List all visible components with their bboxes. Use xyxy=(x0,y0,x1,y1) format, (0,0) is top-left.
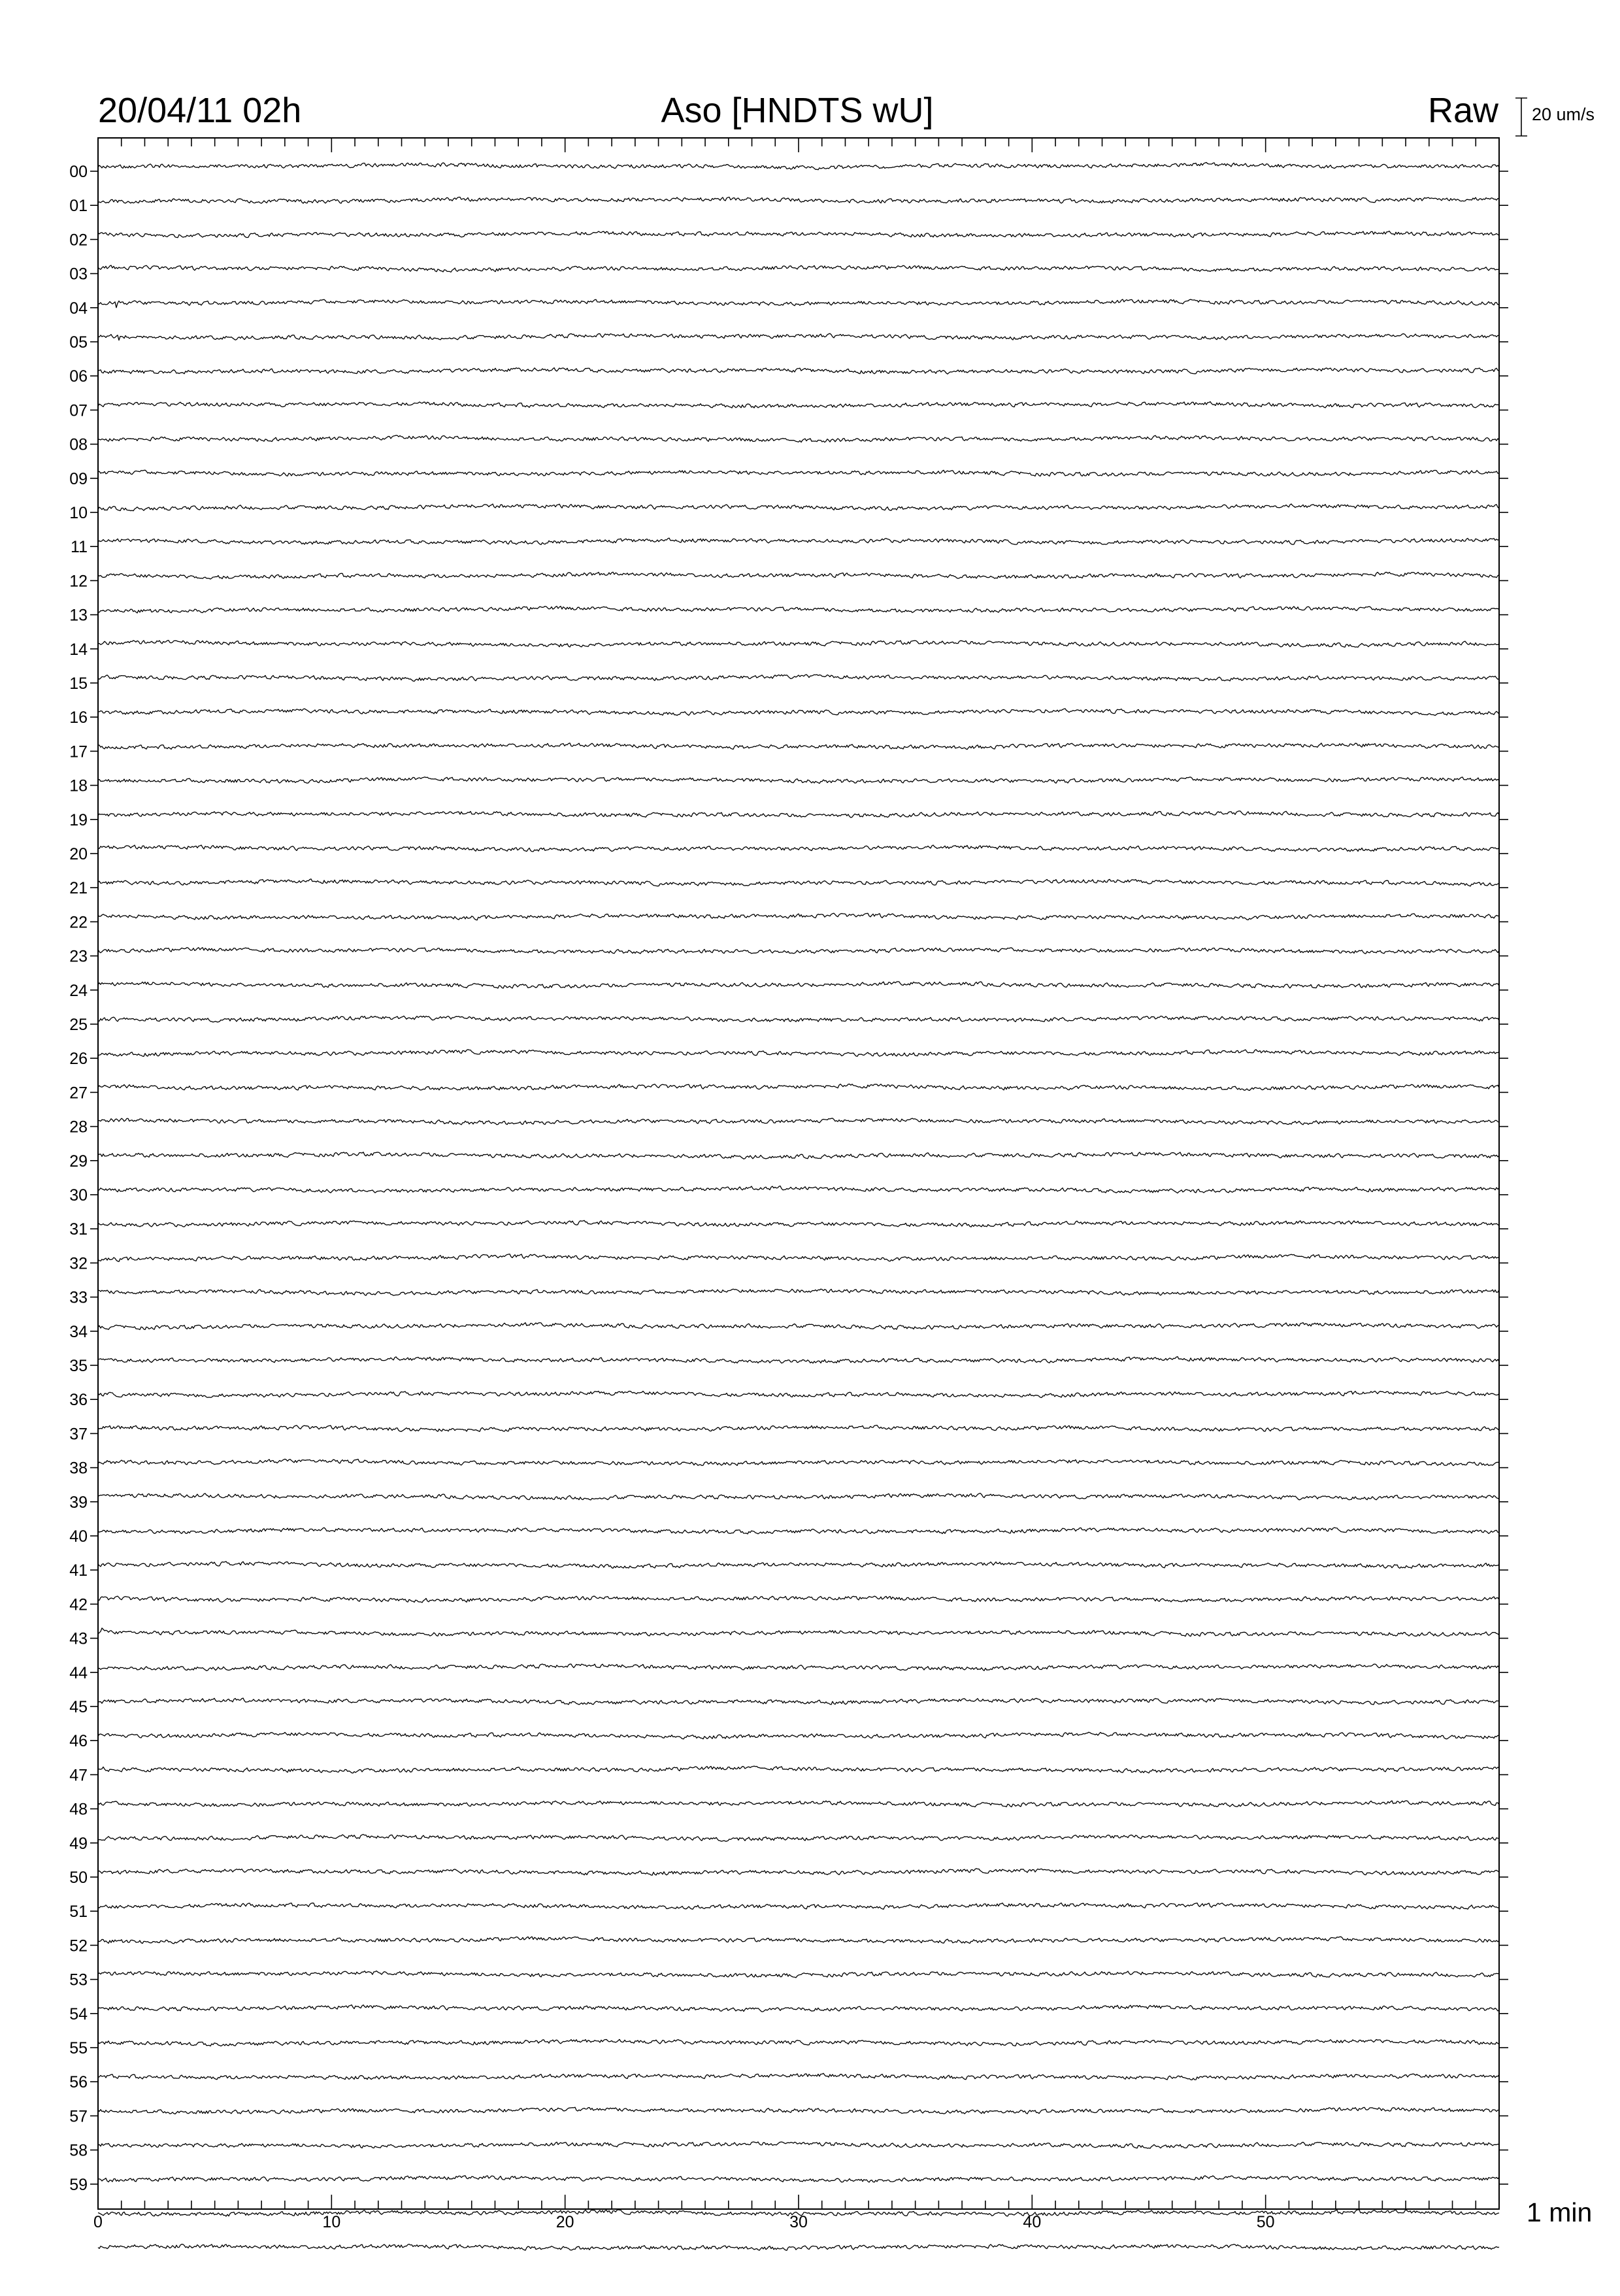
row-label: 16 xyxy=(69,708,88,727)
seismic-trace xyxy=(98,948,1499,954)
seismic-trace xyxy=(98,743,1499,750)
x-tick-label: 10 xyxy=(322,2213,341,2231)
row-label: 40 xyxy=(69,1527,88,1546)
seismic-trace xyxy=(98,607,1499,613)
seismic-trace xyxy=(98,811,1499,818)
seismic-trace xyxy=(98,1425,1499,1432)
seismic-trace xyxy=(98,333,1499,340)
seismic-trace xyxy=(98,2073,1499,2080)
seismic-trace xyxy=(98,1084,1499,1091)
row-label: 22 xyxy=(69,913,88,932)
row-label: 42 xyxy=(69,1595,88,1614)
row-label: 28 xyxy=(69,1118,88,1137)
row-label: 31 xyxy=(69,1220,88,1239)
seismic-trace xyxy=(98,1527,1499,1534)
row-label: 58 xyxy=(69,2141,88,2160)
seismic-trace xyxy=(98,1357,1499,1363)
seismic-trace xyxy=(98,674,1499,681)
seismic-trace xyxy=(98,1254,1499,1262)
row-label: 14 xyxy=(69,640,88,659)
seismic-trace xyxy=(98,1596,1499,1603)
row-label: 47 xyxy=(69,1766,88,1785)
trace-group xyxy=(98,163,1499,2251)
seismic-trace xyxy=(98,1186,1499,1193)
tick-group xyxy=(90,138,1508,2209)
seismic-trace xyxy=(98,470,1499,476)
x-tick-label: 0 xyxy=(93,2213,103,2231)
row-label: 09 xyxy=(69,469,88,488)
seismic-trace xyxy=(98,1016,1499,1022)
row-label: 39 xyxy=(69,1493,88,1512)
duration-label: 1 min xyxy=(1527,2197,1593,2227)
seismic-trace xyxy=(98,2176,1499,2182)
seismic-trace xyxy=(98,1323,1499,1330)
row-label: 19 xyxy=(69,810,88,829)
seismic-trace xyxy=(98,1937,1499,1944)
row-label: 33 xyxy=(69,1288,88,1307)
row-label: 32 xyxy=(69,1254,88,1273)
seismic-trace xyxy=(98,435,1499,442)
row-label: 51 xyxy=(69,1903,88,1922)
seismic-trace xyxy=(98,913,1499,920)
row-label: 08 xyxy=(69,435,88,454)
row-label: 59 xyxy=(69,2175,88,2194)
seismic-trace xyxy=(98,1289,1499,1295)
row-label-group xyxy=(69,163,88,2194)
row-label: 38 xyxy=(69,1459,88,1478)
seismic-trace xyxy=(98,1801,1499,1807)
row-label: 26 xyxy=(69,1050,88,1069)
row-label: 06 xyxy=(69,367,88,386)
row-label: 57 xyxy=(69,2107,88,2126)
seismic-trace xyxy=(98,1391,1499,1397)
row-label: 24 xyxy=(69,981,88,1000)
seismic-trace xyxy=(98,1903,1499,1910)
date-hour-label: 20/04/11 02h xyxy=(98,91,302,130)
row-label: 34 xyxy=(69,1322,88,1341)
seismic-trace xyxy=(98,504,1499,511)
seismic-trace xyxy=(98,2142,1499,2148)
seismic-trace xyxy=(98,845,1499,852)
seismic-trace xyxy=(98,538,1499,544)
seismic-trace xyxy=(98,1732,1499,1739)
seismic-trace xyxy=(98,1152,1499,1159)
row-label: 36 xyxy=(69,1391,88,1410)
seismic-trace xyxy=(98,1220,1499,1227)
seismic-trace xyxy=(98,1698,1499,1705)
seismic-trace xyxy=(98,572,1499,579)
seismic-trace xyxy=(98,1869,1499,1875)
row-label: 30 xyxy=(69,1186,88,1205)
seismic-trace xyxy=(98,2107,1499,2114)
seismic-trace xyxy=(98,1459,1499,1466)
row-label: 44 xyxy=(69,1663,88,1682)
station-title: Aso [HNDTS wU] xyxy=(661,91,934,130)
seismic-trace xyxy=(98,982,1499,988)
row-label: 52 xyxy=(69,1937,88,1955)
row-label: 35 xyxy=(69,1357,88,1375)
amplitude-scale-label: 20 um/s xyxy=(1532,105,1595,124)
x-tick-label-group xyxy=(93,2213,1275,2231)
seismic-trace xyxy=(98,1664,1499,1671)
row-label: 25 xyxy=(69,1016,88,1034)
row-label: 45 xyxy=(69,1698,88,1716)
seismic-trace xyxy=(98,1050,1499,1057)
seismic-trace xyxy=(98,402,1499,408)
row-label: 02 xyxy=(69,231,88,250)
scale-bar xyxy=(1515,98,1527,136)
row-label: 53 xyxy=(69,1971,88,1989)
seismic-trace xyxy=(98,1971,1499,1978)
x-tick-label: 40 xyxy=(1023,2213,1042,2231)
seismic-trace xyxy=(98,1118,1499,1125)
row-label: 10 xyxy=(69,504,88,522)
mode-label: Raw xyxy=(1427,91,1498,130)
row-label: 11 xyxy=(71,538,88,557)
seismic-trace xyxy=(98,299,1499,308)
seismic-trace xyxy=(98,1561,1499,1568)
seismic-trace xyxy=(98,265,1499,272)
x-tick-label: 30 xyxy=(789,2213,808,2231)
row-label: 27 xyxy=(69,1084,88,1103)
row-label: 55 xyxy=(69,2039,88,2057)
seismic-trace xyxy=(98,163,1499,170)
row-label: 20 xyxy=(69,845,88,863)
row-label: 12 xyxy=(69,572,88,591)
seismic-trace xyxy=(98,2244,1499,2251)
row-label: 17 xyxy=(69,742,88,761)
seismic-trace xyxy=(98,2005,1499,2012)
row-label: 04 xyxy=(69,299,88,318)
row-label: 15 xyxy=(69,674,88,693)
row-label: 37 xyxy=(69,1425,88,1444)
seismic-trace xyxy=(98,368,1499,374)
row-label: 43 xyxy=(69,1629,88,1648)
row-label: 49 xyxy=(69,1834,88,1853)
seismic-trace xyxy=(98,1628,1499,1637)
row-label: 21 xyxy=(69,879,88,898)
row-label: 29 xyxy=(69,1152,88,1171)
seismic-trace xyxy=(98,2039,1499,2046)
row-label: 00 xyxy=(69,163,88,181)
seismic-trace xyxy=(98,1493,1499,1500)
seismic-trace xyxy=(98,1766,1499,1773)
seismic-trace xyxy=(98,879,1499,886)
row-label: 05 xyxy=(69,333,88,352)
seismic-trace xyxy=(98,197,1499,204)
x-tick-label: 50 xyxy=(1256,2213,1275,2231)
seismic-trace xyxy=(98,231,1499,238)
row-label: 01 xyxy=(69,197,88,216)
row-label: 56 xyxy=(69,2073,88,2092)
seismic-trace xyxy=(98,708,1499,715)
plot-frame xyxy=(98,138,1499,2209)
row-label: 13 xyxy=(69,606,88,625)
seismic-trace xyxy=(98,777,1499,784)
row-label: 54 xyxy=(69,2005,88,2023)
row-label: 07 xyxy=(69,401,88,420)
row-label: 50 xyxy=(69,1869,88,1887)
x-tick-label: 20 xyxy=(555,2213,574,2231)
row-label: 18 xyxy=(69,776,88,795)
seismic-trace xyxy=(98,641,1499,647)
row-label: 23 xyxy=(69,947,88,966)
row-label: 46 xyxy=(69,1732,88,1751)
row-label: 03 xyxy=(69,265,88,284)
seismic-trace xyxy=(98,1835,1499,1842)
plot-border xyxy=(98,138,1499,2209)
row-label: 41 xyxy=(69,1561,88,1580)
row-label: 48 xyxy=(69,1800,88,1819)
